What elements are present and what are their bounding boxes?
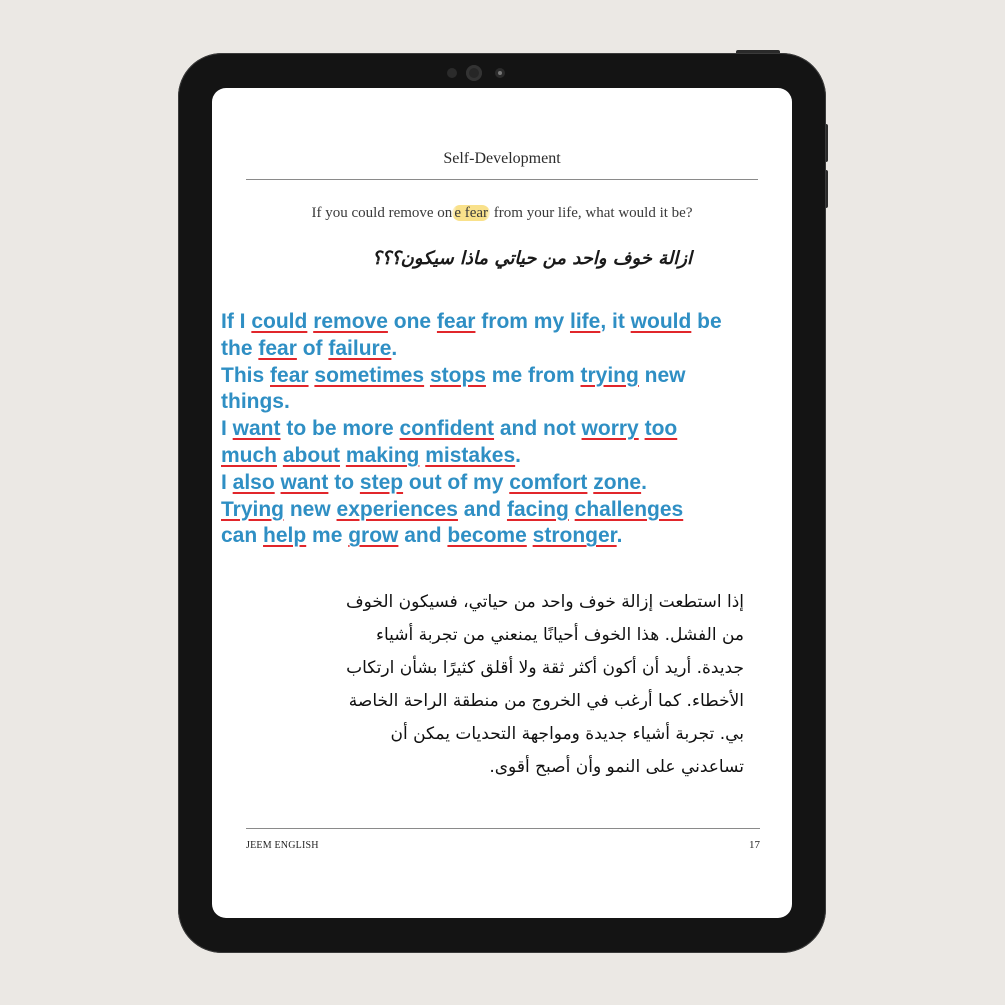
vocabulary-word[interactable]: become: [447, 524, 527, 548]
vocabulary-word[interactable]: zone: [593, 470, 642, 494]
english-text: .: [641, 470, 647, 494]
english-text: the: [221, 336, 259, 360]
vocabulary-word[interactable]: confident: [399, 417, 495, 441]
english-text: one: [387, 310, 437, 333]
tablet-device: [178, 53, 826, 953]
english-line: [221, 363, 787, 390]
vocabulary-word[interactable]: mistakes: [425, 443, 516, 467]
english-line: [221, 443, 787, 470]
english-text: , it: [600, 310, 631, 333]
vocabulary-word[interactable]: too: [644, 417, 678, 441]
english-answer-paragraph: [221, 309, 787, 550]
vocabulary-word[interactable]: trying: [580, 363, 639, 387]
english-text: .: [616, 524, 623, 548]
camera-icon: [466, 65, 482, 81]
english-text: new: [638, 363, 686, 387]
vocabulary-word[interactable]: want: [232, 417, 281, 441]
prompt-question: [212, 205, 792, 222]
english-line: [221, 470, 787, 497]
publisher-name: JEEM ENGLISH: [246, 840, 319, 851]
vocabulary-word[interactable]: worry: [581, 417, 639, 441]
vocabulary-word[interactable]: remove: [313, 310, 388, 333]
arabic-line: بي. تجربة أشياء جديدة ومواجهة التحديات يمكن أن: [390, 724, 744, 744]
english-text: me from: [485, 363, 581, 387]
english-text: to: [328, 470, 360, 494]
english-text: and not: [494, 417, 582, 441]
vocabulary-word[interactable]: experiences: [336, 497, 458, 521]
handwritten-arabic-translation: ازالة خوف واحد من حياتي ماذا سيكون؟؟؟: [372, 248, 692, 269]
english-text: of: [296, 336, 329, 360]
vocabulary-word[interactable]: grow: [348, 524, 399, 548]
english-line: [221, 416, 787, 443]
english-text: .: [391, 336, 398, 360]
english-text: .: [515, 443, 521, 467]
arabic-answer-paragraph: [288, 586, 744, 784]
english-line: [221, 497, 787, 524]
sensor-icon: [447, 68, 457, 78]
english-text: can: [221, 524, 264, 548]
arabic-line: جديدة. أريد أن أكون أكثر ثقة ولا أقلق كثيرًا بشأن ارتكاب: [346, 658, 744, 678]
english-text: I: [221, 470, 233, 494]
vocabulary-word[interactable]: help: [263, 524, 307, 548]
arabic-line: تساعدني على النمو وأن أصبح أقوى.: [489, 757, 744, 777]
vocabulary-word[interactable]: life: [569, 310, 601, 333]
english-text: and: [457, 497, 507, 521]
english-text: I: [221, 417, 233, 441]
vocabulary-word[interactable]: could: [251, 310, 308, 333]
page-title: Self-Development: [443, 150, 561, 167]
vocabulary-word[interactable]: step: [359, 470, 404, 494]
ebook-page[interactable]: [212, 88, 792, 918]
page-number: 17: [749, 839, 760, 851]
vocabulary-word[interactable]: making: [345, 443, 420, 467]
question-text-before: If you could remove on: [311, 205, 453, 221]
english-text: from my: [475, 310, 570, 333]
vocabulary-word[interactable]: challenges: [574, 497, 684, 521]
arabic-line: الأخطاء. كما أرغب في الخروج من منطقة الراحة الخاصة: [348, 691, 744, 711]
flash-icon: [495, 68, 505, 78]
footer-divider: [246, 828, 760, 829]
vocabulary-word[interactable]: fear: [436, 310, 476, 333]
english-text: things.: [221, 390, 290, 414]
english-line: [221, 389, 787, 416]
vocabulary-word[interactable]: much: [221, 443, 278, 467]
english-text: If I: [221, 310, 252, 333]
english-text: out of my: [403, 470, 510, 494]
highlighted-word[interactable]: e fear: [454, 205, 489, 221]
arabic-line: من الفشل. هذا الخوف أحيانًا يمنعني من تجربة أشياء: [375, 625, 744, 645]
vocabulary-word[interactable]: sometimes: [314, 363, 425, 387]
english-text: to be more: [280, 417, 400, 441]
vocabulary-word[interactable]: fear: [270, 363, 309, 387]
vocabulary-word[interactable]: would: [630, 310, 692, 333]
vocabulary-word[interactable]: failure: [328, 336, 392, 360]
vocabulary-word[interactable]: also: [232, 470, 275, 494]
english-text: and: [398, 524, 448, 548]
english-line: [221, 523, 787, 550]
english-text: new: [284, 497, 337, 521]
english-text: me: [306, 524, 349, 548]
vocabulary-word[interactable]: facing: [506, 497, 569, 521]
english-text: be: [691, 310, 722, 333]
question-text-after: from your life, what would it be?: [490, 205, 693, 221]
vocabulary-word[interactable]: fear: [258, 336, 297, 360]
arabic-line: إذا استطعت إزالة خوف واحد من حياتي، فسيكون الخوف: [345, 592, 744, 612]
vocabulary-word[interactable]: want: [280, 470, 329, 494]
vocabulary-word[interactable]: Trying: [221, 497, 285, 521]
english-text: This: [221, 363, 271, 387]
vocabulary-word[interactable]: comfort: [509, 470, 588, 494]
vocabulary-word[interactable]: stronger: [532, 524, 617, 548]
vocabulary-word[interactable]: stops: [429, 363, 486, 387]
title-divider: [246, 179, 758, 180]
english-line: [221, 336, 787, 363]
camera-bar: [440, 65, 550, 81]
vocabulary-word[interactable]: about: [282, 443, 341, 467]
english-line: [221, 309, 787, 336]
